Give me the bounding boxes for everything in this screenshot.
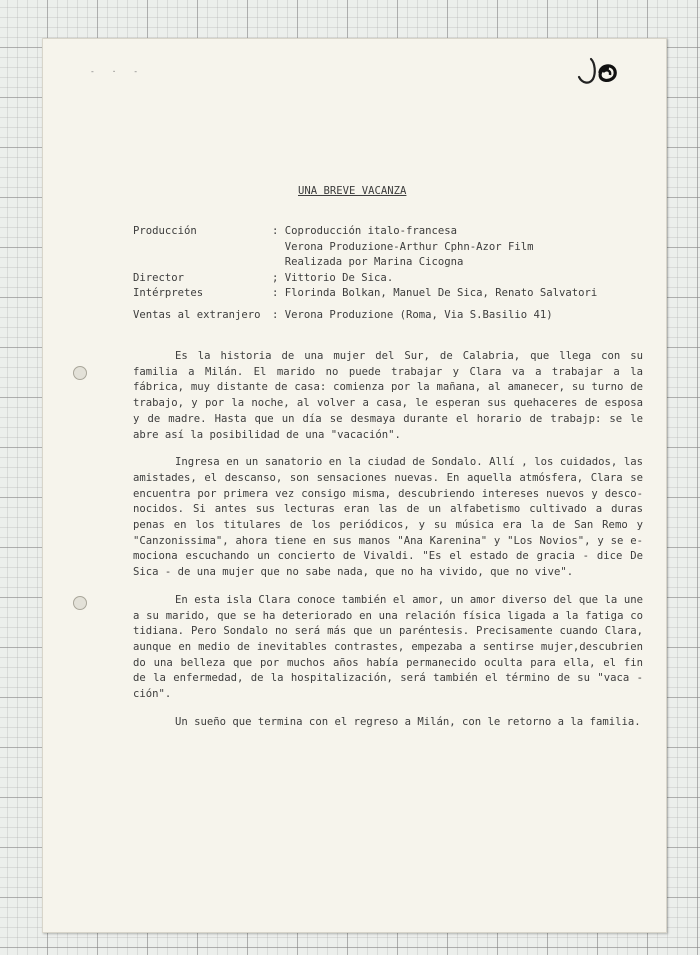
punch-hole	[73, 596, 87, 610]
credit-value	[272, 256, 463, 268]
credit-label: Ventas al extranjero	[133, 308, 261, 321]
credit-value	[272, 241, 534, 253]
credit-value-line: Florinda Bolkan, Manuel De Sica, Renato Salvatori	[284, 287, 598, 299]
credit-value-line: Coproducción italo-francesa	[284, 225, 457, 237]
paragraph: Ingresa en un sanatorio en la ciudad de Sondalo. Allí , los cuidados, las amistades, el descanso, son sensaciones nuevas. En aquella atmósfera, Clara se encuentra por primera vez consigo misma, descubriendo intereses nuevos y desco-nocidos. Si antes sus lecturas eran las de un alfabetismo cultivado a duras penas en los titulares de los periódicos, y su música era la de San Remo y "Canzonissima", ahora tiene en sus manos "Ana Karenina" y "Los Novios", y se e-mociona escuchando un concierto de Vivaldi. "Es el estado de gracia - dice De Sica - de una mujer que no sabe nada, que no ha vivido, que no vive".	[133, 456, 643, 579]
credit-value-line: Verona Produzione-Arthur Cphn-Azor Film	[284, 240, 534, 253]
synopsis-body	[133, 349, 643, 742]
credit-value: : Florinda Bolkan, Manuel De Sica, Renato Salvatori	[272, 287, 598, 299]
credit-value-line: Verona Produzione (Roma, Via S.Basilio 41)	[284, 308, 553, 321]
credit-value: : Coproducción italo-francesa	[272, 225, 457, 237]
credit-label: Producción	[133, 225, 197, 237]
credit-value: ; Vittorio De Sica.	[272, 271, 394, 284]
paragraph: En esta isla Clara conoce también el amor, un amor diverso del que la une a su marido, que se ha deteriorado en una relación física ligada a la fatiga co tidiana. Pero Sondalo no será más que un paréntesis. Precisamente cuando Clara, aunque en medio de inevitables contrastes, empezaba a sentirse mujer,descubrien do una belleza que por muchos años había permanecido oculta para ella, el fin de la enfermedad, de la hospitalización, será también el término de su "vaca - ción".	[133, 593, 643, 701]
credit-value: : Verona Produzione (Roma, Via S.Basilio 41)	[272, 308, 553, 321]
paragraph: Un sueño que termina con el regreso a Milán, con le retorno a la familia.	[175, 715, 641, 728]
handwritten-folio-mark	[573, 51, 653, 96]
document-title: UNA BREVE VACANZA	[298, 185, 407, 197]
credit-label: Intérpretes	[133, 287, 204, 299]
punch-hole	[73, 366, 87, 380]
paper-specks: - · -	[90, 67, 145, 76]
credit-value-line: Vittorio De Sica.	[284, 271, 394, 284]
paragraph: Es la historia de una mujer del Sur, de Calabria, que llega con su familia a Milán. El marido no puede trabajar y Clara va a trabajar a la fábrica, muy distante de casa: comienza por la mañana, al amanecer, su turno de trabajo, y por la noche, al volver a casa, le esperan sus quehaceres de esposa y de madre. Hasta que un día se desmaya durante el horario de trabajp: se le abre así la posibilidad de una "vacación".	[133, 350, 643, 441]
document-page	[42, 38, 667, 933]
credit-value-line: Realizada por Marina Cicogna	[284, 256, 464, 268]
credit-label: Director	[133, 271, 185, 284]
